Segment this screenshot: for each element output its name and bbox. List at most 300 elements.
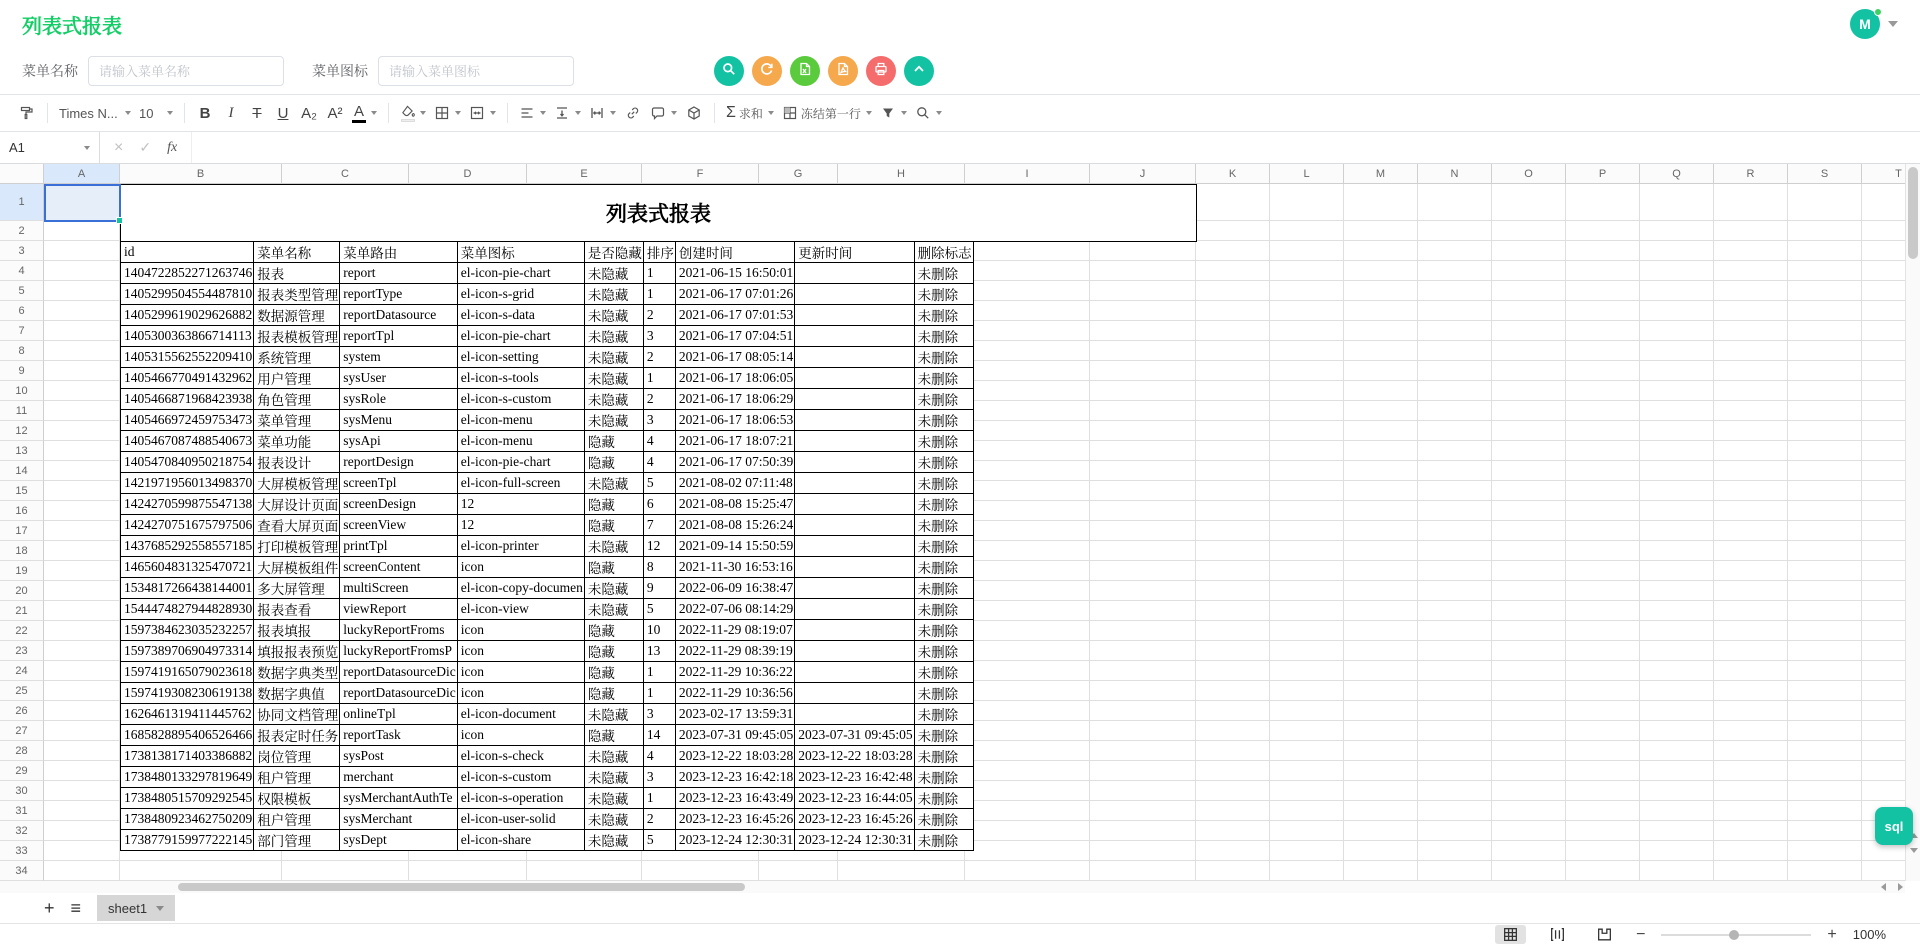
table-cell[interactable]: 租户管理 (254, 767, 340, 788)
cell-M2[interactable] (1344, 221, 1418, 241)
table-cell[interactable] (795, 473, 914, 494)
cell-N16[interactable] (1418, 501, 1492, 521)
cell-I20[interactable] (965, 581, 1090, 601)
table-cell[interactable]: 5 (643, 599, 675, 620)
cell-Q22[interactable] (1640, 621, 1714, 641)
cell-L25[interactable] (1270, 681, 1344, 701)
cell-O20[interactable] (1492, 581, 1566, 601)
cell-A11[interactable] (44, 401, 120, 421)
cell-K11[interactable] (1196, 401, 1270, 421)
row-header-23[interactable]: 23 (0, 641, 44, 661)
row-header-4[interactable]: 4 (0, 261, 44, 281)
table-cell[interactable]: 9 (643, 578, 675, 599)
fill-handle[interactable] (116, 217, 123, 224)
cell-L27[interactable] (1270, 721, 1344, 741)
cell-L5[interactable] (1270, 281, 1344, 301)
row-header-2[interactable]: 2 (0, 221, 44, 241)
cell-P6[interactable] (1566, 301, 1640, 321)
menu-name-input[interactable] (88, 56, 284, 86)
cell-D34[interactable] (409, 861, 527, 881)
table-cell[interactable]: 1421971956013498370 (121, 473, 254, 494)
cell-J20[interactable] (1090, 581, 1196, 601)
cell-Q24[interactable] (1640, 661, 1714, 681)
table-cell[interactable]: 未隐藏 (584, 284, 643, 305)
cell-P33[interactable] (1566, 841, 1640, 861)
cell-R3[interactable] (1714, 241, 1788, 261)
table-cell[interactable]: 岗位管理 (254, 746, 340, 767)
cell-O24[interactable] (1492, 661, 1566, 681)
cell-N4[interactable] (1418, 261, 1492, 281)
cell-N21[interactable] (1418, 601, 1492, 621)
table-cell[interactable]: screenDesign (340, 494, 457, 515)
cell-I27[interactable] (965, 721, 1090, 741)
bold-button[interactable] (192, 99, 218, 127)
cell-T6[interactable] (1862, 301, 1905, 321)
table-cell[interactable]: 未隐藏 (584, 578, 643, 599)
cell-I13[interactable] (965, 441, 1090, 461)
cell-N34[interactable] (1418, 861, 1492, 881)
cell-P5[interactable] (1566, 281, 1640, 301)
row-header-18[interactable]: 18 (0, 541, 44, 561)
table-cell[interactable]: 2023-12-24 12:30:31 (795, 830, 914, 851)
table-cell[interactable] (795, 305, 914, 326)
table-cell[interactable]: 2023-12-23 16:42:18 (675, 767, 794, 788)
table-cell[interactable]: 10 (643, 620, 675, 641)
table-cell[interactable]: sysPost (340, 746, 457, 767)
table-cell[interactable]: el-icon-pie-chart (457, 326, 584, 347)
table-cell[interactable] (795, 662, 914, 683)
cell-I24[interactable] (965, 661, 1090, 681)
cell-J4[interactable] (1090, 261, 1196, 281)
table-cell[interactable]: 报表填报 (254, 620, 340, 641)
table-cell[interactable]: el-icon-s-tools (457, 368, 584, 389)
table-cell[interactable]: 报表模板管理 (254, 326, 340, 347)
cell-P2[interactable] (1566, 221, 1640, 241)
cell-O2[interactable] (1492, 221, 1566, 241)
cell-J12[interactable] (1090, 421, 1196, 441)
cell-N33[interactable] (1418, 841, 1492, 861)
table-cell[interactable]: screenTpl (340, 473, 457, 494)
cell-S26[interactable] (1788, 701, 1862, 721)
table-cell[interactable]: 1405466972459753473 (121, 410, 254, 431)
table-cell[interactable] (795, 578, 914, 599)
cell-O3[interactable] (1492, 241, 1566, 261)
cell-P14[interactable] (1566, 461, 1640, 481)
cell-S3[interactable] (1788, 241, 1862, 261)
cell-T27[interactable] (1862, 721, 1905, 741)
cell-N15[interactable] (1418, 481, 1492, 501)
cell-T8[interactable] (1862, 341, 1905, 361)
table-cell[interactable]: 2021-09-14 15:50:59 (675, 536, 794, 557)
table-cell[interactable]: 2021-06-17 18:06:29 (675, 389, 794, 410)
cell-S27[interactable] (1788, 721, 1862, 741)
cell-N17[interactable] (1418, 521, 1492, 541)
table-cell[interactable]: 未删除 (914, 830, 973, 851)
table-cell[interactable]: 隐藏 (584, 431, 643, 452)
cell-N20[interactable] (1418, 581, 1492, 601)
table-cell[interactable] (795, 620, 914, 641)
table-cell[interactable]: id (121, 242, 254, 263)
cell-T34[interactable] (1862, 861, 1905, 881)
cell-M34[interactable] (1344, 861, 1418, 881)
table-cell[interactable]: 2023-12-23 16:44:05 (795, 788, 914, 809)
cell-A21[interactable] (44, 601, 120, 621)
table-cell[interactable]: 未删除 (914, 326, 973, 347)
table-cell[interactable]: 未删除 (914, 494, 973, 515)
table-cell[interactable]: 未隐藏 (584, 473, 643, 494)
cell-Q20[interactable] (1640, 581, 1714, 601)
cell-S13[interactable] (1788, 441, 1862, 461)
cell-J8[interactable] (1090, 341, 1196, 361)
table-cell[interactable]: 2023-12-22 18:03:28 (795, 746, 914, 767)
cell-L34[interactable] (1270, 861, 1344, 881)
cell-L1[interactable] (1270, 184, 1344, 221)
cell-S14[interactable] (1788, 461, 1862, 481)
cell-M6[interactable] (1344, 301, 1418, 321)
cell-K1[interactable] (1196, 184, 1270, 221)
strikethrough-button[interactable] (244, 99, 270, 127)
row-header-14[interactable]: 14 (0, 461, 44, 481)
cell-L4[interactable] (1270, 261, 1344, 281)
cell-S31[interactable] (1788, 801, 1862, 821)
table-cell[interactable]: luckyReportFroms (340, 620, 457, 641)
cell-I6[interactable] (965, 301, 1090, 321)
cell-O23[interactable] (1492, 641, 1566, 661)
cell-R32[interactable] (1714, 821, 1788, 841)
table-cell[interactable]: 删除标志 (914, 242, 973, 263)
cell-K2[interactable] (1196, 221, 1270, 241)
table-cell[interactable]: 1738480515709292545 (121, 788, 254, 809)
cell-N25[interactable] (1418, 681, 1492, 701)
cell-I18[interactable] (965, 541, 1090, 561)
cell-L6[interactable] (1270, 301, 1344, 321)
table-cell[interactable]: 角色管理 (254, 389, 340, 410)
cell-R15[interactable] (1714, 481, 1788, 501)
cell-A2[interactable] (44, 221, 120, 241)
cell-R34[interactable] (1714, 861, 1788, 881)
cell-T3[interactable] (1862, 241, 1905, 261)
table-cell[interactable]: 3 (643, 410, 675, 431)
table-cell[interactable]: merchant (340, 767, 457, 788)
table-cell[interactable]: 报表定时任务 (254, 725, 340, 746)
cell-F34[interactable] (642, 861, 759, 881)
cell-T20[interactable] (1862, 581, 1905, 601)
cell-I30[interactable] (965, 781, 1090, 801)
cell-N9[interactable] (1418, 361, 1492, 381)
cell-J23[interactable] (1090, 641, 1196, 661)
cell-Q28[interactable] (1640, 741, 1714, 761)
cell-T5[interactable] (1862, 281, 1905, 301)
cell-O25[interactable] (1492, 681, 1566, 701)
cell-K16[interactable] (1196, 501, 1270, 521)
cell-Q2[interactable] (1640, 221, 1714, 241)
table-cell[interactable]: 1597419165079023618 (121, 662, 254, 683)
table-cell[interactable]: 隐藏 (584, 683, 643, 704)
cell-M30[interactable] (1344, 781, 1418, 801)
cell-P9[interactable] (1566, 361, 1640, 381)
cell-A27[interactable] (44, 721, 120, 741)
table-cell[interactable]: 5 (643, 473, 675, 494)
sql-floating-button[interactable] (1875, 807, 1913, 845)
cell-J34[interactable] (1090, 861, 1196, 881)
table-cell[interactable]: 2021-06-15 16:50:01 (675, 263, 794, 284)
cell-M12[interactable] (1344, 421, 1418, 441)
cell-T17[interactable] (1862, 521, 1905, 541)
cell-A7[interactable] (44, 321, 120, 341)
cell-L7[interactable] (1270, 321, 1344, 341)
cell-P32[interactable] (1566, 821, 1640, 841)
table-cell[interactable]: 2023-12-23 16:43:49 (675, 788, 794, 809)
cell-Q15[interactable] (1640, 481, 1714, 501)
cell-M5[interactable] (1344, 281, 1418, 301)
cell-I23[interactable] (965, 641, 1090, 661)
excel-button[interactable] (790, 56, 820, 86)
table-cell[interactable]: el-icon-pie-chart (457, 452, 584, 473)
table-cell[interactable]: 1405300363866714113 (121, 326, 254, 347)
cell-J21[interactable] (1090, 601, 1196, 621)
cell-J33[interactable] (1090, 841, 1196, 861)
table-cell[interactable]: 8 (643, 557, 675, 578)
cell-J15[interactable] (1090, 481, 1196, 501)
table-cell[interactable]: 2022-07-06 08:14:29 (675, 599, 794, 620)
cell-K13[interactable] (1196, 441, 1270, 461)
table-cell[interactable] (795, 704, 914, 725)
table-cell[interactable]: reportDatasourceDic (340, 662, 457, 683)
table-cell[interactable]: 1738480923462750209 (121, 809, 254, 830)
column-header-G[interactable]: G (759, 164, 838, 184)
table-cell[interactable]: 2023-07-31 09:45:05 (675, 725, 794, 746)
cell-Q8[interactable] (1640, 341, 1714, 361)
cell-R33[interactable] (1714, 841, 1788, 861)
cell-A30[interactable] (44, 781, 120, 801)
table-cell[interactable]: reportType (340, 284, 457, 305)
cell-N19[interactable] (1418, 561, 1492, 581)
table-cell[interactable]: viewReport (340, 599, 457, 620)
cell-P13[interactable] (1566, 441, 1640, 461)
table-cell[interactable] (795, 683, 914, 704)
row-header-5[interactable]: 5 (0, 281, 44, 301)
table-cell[interactable] (795, 536, 914, 557)
cell-P21[interactable] (1566, 601, 1640, 621)
cell-K25[interactable] (1196, 681, 1270, 701)
cell-T24[interactable] (1862, 661, 1905, 681)
cell-J25[interactable] (1090, 681, 1196, 701)
cell-I32[interactable] (965, 821, 1090, 841)
cell-Q23[interactable] (1640, 641, 1714, 661)
cell-Q7[interactable] (1640, 321, 1714, 341)
cell-S21[interactable] (1788, 601, 1862, 621)
cell-K32[interactable] (1196, 821, 1270, 841)
cell-L16[interactable] (1270, 501, 1344, 521)
cell-P16[interactable] (1566, 501, 1640, 521)
column-header-H[interactable]: H (838, 164, 965, 184)
table-cell[interactable]: 未隐藏 (584, 599, 643, 620)
column-header-F[interactable]: F (642, 164, 759, 184)
table-cell[interactable]: 更新时间 (795, 242, 914, 263)
cell-M1[interactable] (1344, 184, 1418, 221)
column-header-A[interactable]: A (44, 164, 120, 184)
table-cell[interactable]: 菜单路由 (340, 242, 457, 263)
cell-O11[interactable] (1492, 401, 1566, 421)
table-cell[interactable]: icon (457, 641, 584, 662)
row-header-3[interactable]: 3 (0, 241, 44, 261)
column-header-M[interactable]: M (1344, 164, 1418, 184)
cell-Q9[interactable] (1640, 361, 1714, 381)
cell-J22[interactable] (1090, 621, 1196, 641)
cell-J19[interactable] (1090, 561, 1196, 581)
table-cell[interactable]: 未删除 (914, 578, 973, 599)
cell-E34[interactable] (527, 861, 642, 881)
cell-L18[interactable] (1270, 541, 1344, 561)
cell-N29[interactable] (1418, 761, 1492, 781)
cell-N8[interactable] (1418, 341, 1492, 361)
table-cell[interactable]: el-icon-s-check (457, 746, 584, 767)
row-header-12[interactable]: 12 (0, 421, 44, 441)
cell-O33[interactable] (1492, 841, 1566, 861)
column-header-O[interactable]: O (1492, 164, 1566, 184)
cell-A18[interactable] (44, 541, 120, 561)
cell-P25[interactable] (1566, 681, 1640, 701)
table-cell[interactable]: 1465604831325470721 (121, 557, 254, 578)
cell-P10[interactable] (1566, 381, 1640, 401)
cell-H34[interactable] (838, 861, 965, 881)
table-cell[interactable]: sysDept (340, 830, 457, 851)
cell-O9[interactable] (1492, 361, 1566, 381)
row-header-16[interactable]: 16 (0, 501, 44, 521)
cell-R1[interactable] (1714, 184, 1788, 221)
avatar[interactable] (1850, 9, 1880, 39)
cell-M26[interactable] (1344, 701, 1418, 721)
cell-I28[interactable] (965, 741, 1090, 761)
cell-J7[interactable] (1090, 321, 1196, 341)
cell-J28[interactable] (1090, 741, 1196, 761)
cell-Q30[interactable] (1640, 781, 1714, 801)
table-cell[interactable]: 未隐藏 (584, 389, 643, 410)
refresh-button[interactable] (752, 56, 782, 86)
table-cell[interactable]: 未删除 (914, 410, 973, 431)
column-header-E[interactable]: E (527, 164, 642, 184)
cell-K23[interactable] (1196, 641, 1270, 661)
table-cell[interactable]: reportTask (340, 725, 457, 746)
cell-S7[interactable] (1788, 321, 1862, 341)
cell-L22[interactable] (1270, 621, 1344, 641)
cell-R29[interactable] (1714, 761, 1788, 781)
cell-S2[interactable] (1788, 221, 1862, 241)
cell-S5[interactable] (1788, 281, 1862, 301)
table-cell[interactable]: 2022-06-09 16:38:47 (675, 578, 794, 599)
cell-P29[interactable] (1566, 761, 1640, 781)
cell-J10[interactable] (1090, 381, 1196, 401)
table-cell[interactable]: 2021-06-17 07:50:39 (675, 452, 794, 473)
cell-Q19[interactable] (1640, 561, 1714, 581)
row-header-28[interactable]: 28 (0, 741, 44, 761)
row-header-6[interactable]: 6 (0, 301, 44, 321)
cell-N7[interactable] (1418, 321, 1492, 341)
print-button[interactable] (866, 56, 896, 86)
cell-I9[interactable] (965, 361, 1090, 381)
cell-M21[interactable] (1344, 601, 1418, 621)
cell-J31[interactable] (1090, 801, 1196, 821)
cell-J18[interactable] (1090, 541, 1196, 561)
zoom-slider[interactable] (1661, 934, 1811, 936)
cell-T10[interactable] (1862, 381, 1905, 401)
cell-I11[interactable] (965, 401, 1090, 421)
table-cell[interactable]: el-icon-s-custom (457, 767, 584, 788)
cell-Q10[interactable] (1640, 381, 1714, 401)
cell-M22[interactable] (1344, 621, 1418, 641)
formula-input[interactable] (192, 132, 1920, 163)
cell-R22[interactable] (1714, 621, 1788, 641)
confirm-icon[interactable]: ✓ (139, 139, 152, 155)
vertical-align-button[interactable] (550, 99, 585, 127)
table-cell[interactable]: el-icon-full-screen (457, 473, 584, 494)
cell-J29[interactable] (1090, 761, 1196, 781)
cell-T7[interactable] (1862, 321, 1905, 341)
cell-K29[interactable] (1196, 761, 1270, 781)
table-cell[interactable]: sysMenu (340, 410, 457, 431)
merge-cells-button[interactable] (465, 99, 500, 127)
cell-M24[interactable] (1344, 661, 1418, 681)
cell-I4[interactable] (965, 261, 1090, 281)
table-cell[interactable]: 2021-06-17 18:07:21 (675, 431, 794, 452)
cell-A28[interactable] (44, 741, 120, 761)
cell-O16[interactable] (1492, 501, 1566, 521)
table-cell[interactable]: screenContent (340, 557, 457, 578)
table-cell[interactable]: el-icon-pie-chart (457, 263, 584, 284)
table-cell[interactable]: icon (457, 725, 584, 746)
cell-Q6[interactable] (1640, 301, 1714, 321)
sum-button[interactable] (722, 99, 778, 127)
cell-A19[interactable] (44, 561, 120, 581)
table-cell[interactable]: 隐藏 (584, 620, 643, 641)
search-button[interactable] (714, 56, 744, 86)
cancel-icon[interactable]: × (114, 138, 124, 156)
table-cell[interactable]: 未删除 (914, 788, 973, 809)
cell-O14[interactable] (1492, 461, 1566, 481)
cell-L9[interactable] (1270, 361, 1344, 381)
horizontal-align-button[interactable] (515, 99, 550, 127)
table-cell[interactable]: 未隐藏 (584, 368, 643, 389)
table-cell[interactable]: 填报报表预览 (254, 641, 340, 662)
cell-N1[interactable] (1418, 184, 1492, 221)
table-cell[interactable]: 协同文档管理 (254, 704, 340, 725)
table-cell[interactable]: el-icon-setting (457, 347, 584, 368)
table-cell[interactable]: 1 (643, 368, 675, 389)
cell-P31[interactable] (1566, 801, 1640, 821)
cell-O7[interactable] (1492, 321, 1566, 341)
cell-P12[interactable] (1566, 421, 1640, 441)
cell-M9[interactable] (1344, 361, 1418, 381)
table-cell[interactable]: 1405466871968423938 (121, 389, 254, 410)
cell-M3[interactable] (1344, 241, 1418, 261)
cell-M11[interactable] (1344, 401, 1418, 421)
cell-I10[interactable] (965, 381, 1090, 401)
table-cell[interactable]: 1544474827944828930 (121, 599, 254, 620)
table-cell[interactable]: 未删除 (914, 473, 973, 494)
cell-S1[interactable] (1788, 184, 1862, 221)
cell-T14[interactable] (1862, 461, 1905, 481)
cell-R8[interactable] (1714, 341, 1788, 361)
data-verification-button[interactable] (681, 99, 707, 127)
cell-L31[interactable] (1270, 801, 1344, 821)
cell-S15[interactable] (1788, 481, 1862, 501)
table-cell[interactable]: 未隐藏 (584, 347, 643, 368)
cell-S28[interactable] (1788, 741, 1862, 761)
table-cell[interactable]: screenView (340, 515, 457, 536)
cell-I26[interactable] (965, 701, 1090, 721)
cell-M17[interactable] (1344, 521, 1418, 541)
cell-T25[interactable] (1862, 681, 1905, 701)
